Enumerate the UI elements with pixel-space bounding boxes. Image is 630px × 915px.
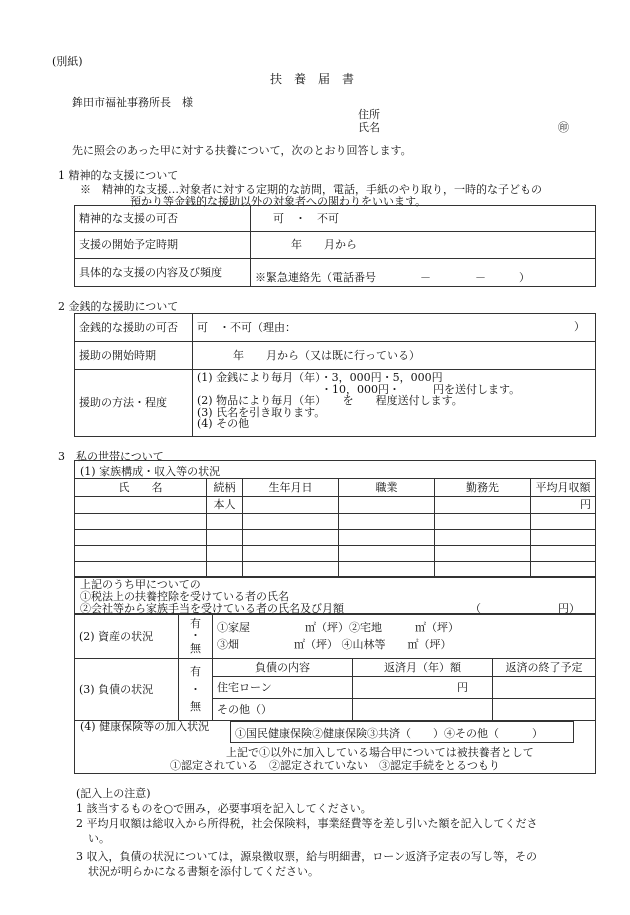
col-header: 負債の内容: [213, 659, 353, 677]
col-header: 氏 名: [75, 479, 207, 497]
col-header: 勤務先: [435, 479, 531, 497]
note-item: 2 平均月収額は総収入から所得税，社会保険料，事業経費等を差し引いた額を記入してくださ: [76, 816, 538, 830]
section2-heading: 2 金銭的な援助について: [58, 300, 179, 313]
table-row: [75, 545, 596, 561]
table-row: [75, 342, 596, 370]
notes-title: (記入上の注意): [76, 787, 151, 800]
debt-row-label: その他（）: [213, 699, 353, 721]
about-a-line1: ①税法上の扶養控除を受けている者の氏名: [80, 590, 289, 603]
row-label: 精神的な支援の可否: [75, 206, 251, 232]
seal-mark: ㊞: [558, 121, 569, 134]
col-header: 続柄: [207, 479, 243, 497]
about-a-amount: （ 円）: [470, 602, 580, 615]
assets-table: [74, 614, 596, 659]
addressee: 鉾田市福祉事務所長 様: [72, 96, 193, 109]
method-line: ・10，000円・ 円を送付します。: [321, 382, 521, 396]
assets-yesno: 有 ・ 無: [179, 615, 213, 659]
section3-heading: 3 私の世帯について: [58, 450, 164, 463]
insurance-options: ①国民健康保険②健康保険③共済（ ）④その他（ ）: [235, 727, 543, 740]
table-row: [75, 370, 596, 437]
section2-table: [74, 313, 596, 437]
address-label: 住所: [358, 108, 380, 121]
table-row: [75, 615, 596, 659]
insurance-note2: ①認定されている ②認定されていない ③認定手続をとるつもり: [170, 759, 500, 772]
table-header-row: [75, 659, 596, 677]
assets-detail: [213, 615, 596, 659]
row-label: 支援の開始予定時期: [75, 232, 251, 259]
col-header: 平均月収額: [531, 479, 596, 497]
page-title: 扶 養 届 書: [270, 72, 355, 86]
table-row: [75, 232, 596, 259]
note-item: 3 収入，負債の状況については，源泉徴収票，給与明細書，ローン返済予定表の写し等，その: [76, 850, 538, 864]
assets-label: (2) 資産の状況: [75, 615, 179, 659]
section1-note-1: ※ 精神的な支援…対象者に対する定期的な訪問，電話，手紙のやり取り，一時的な子どもの: [80, 183, 542, 196]
debts-table: [74, 658, 596, 721]
assets-line1: ①家屋 ㎡（坪）②宅地 ㎡（坪）: [217, 621, 459, 634]
yen-unit: 円: [531, 497, 596, 514]
method-line: (4) その他: [197, 417, 250, 431]
col-header: 返済の終了予定: [493, 659, 596, 677]
row-label: 援助の方法・程度: [75, 370, 193, 437]
notes-block: [76, 787, 596, 880]
assets-line2: ③畑 ㎡（坪） ④山林等 ㎡（坪）: [217, 637, 452, 651]
table-row: [75, 206, 596, 232]
note-item: 状況が明らかになる書類を添付してください。: [88, 865, 319, 879]
section1-heading: 1 精神的な支援について: [58, 169, 179, 182]
refusal-reason-text: 可 ・不可（理由：: [197, 320, 296, 334]
debts-yesno: 有 ・ 無: [179, 659, 213, 721]
intro-text: 先に照会のあった甲に対する扶養について，次のとおり回答します。: [72, 144, 412, 157]
row-label: 援助の開始時期: [75, 342, 193, 370]
name-label: 氏名: [358, 121, 380, 134]
col-header: 生年月日: [243, 479, 339, 497]
table-row: [75, 259, 596, 287]
row-label: 具体的な支援の内容及び頻度: [75, 259, 251, 287]
table-row: [75, 529, 596, 545]
method-line: (3) 氏名を引き取ります。: [197, 405, 326, 419]
row-value: 可 ・ 不可: [251, 206, 596, 232]
row-value: [193, 314, 596, 342]
section1-table: [74, 205, 596, 287]
section1-note-2: 預かり等金銭的な援助以外の対象者への関わりをいいます。: [130, 195, 427, 208]
method-line: (1) 金銭により毎月（年）・3，000円・5，000円: [197, 371, 443, 384]
method-cell: [193, 370, 596, 437]
family-title: (1) 家族構成・収入等の状況: [80, 465, 221, 478]
family-table: [74, 478, 596, 578]
annex-label: (別紙): [52, 55, 83, 68]
debt-row-label: 住宅ローン: [213, 677, 353, 699]
row-label: 金銭的な援助の可否: [75, 314, 193, 342]
debts-label: (3) 負債の状況: [75, 659, 179, 721]
insurance-label: (4) 健康保険等の加入状況: [80, 720, 210, 733]
col-header: 返済月（年）額: [353, 659, 493, 677]
closing-paren: ）: [574, 320, 585, 333]
note-item: い。: [88, 831, 110, 845]
about-a-heading: 上記のうち甲についての: [80, 578, 201, 591]
method-line: (2) 物品により毎月（年） を 程度送付します。: [197, 394, 463, 408]
row-value: ※緊急連絡先（電話番号 － － ）: [251, 259, 596, 287]
row-value: 年 月から: [251, 232, 596, 259]
yen-unit: 円: [353, 677, 493, 699]
table-row: [75, 314, 596, 342]
row-value: 年 月から（又は既に行っている）: [193, 342, 596, 370]
about-a-line2: ②会社等から家族手当を受けている者の氏名及び月額: [80, 602, 344, 615]
table-row: [75, 561, 596, 577]
col-header: 職業: [339, 479, 435, 497]
insurance-note1: 上記で①以外に加入している場合甲については被扶養者として: [226, 746, 534, 759]
table-header-row: [75, 479, 596, 497]
note-item: 1 該当するものを○で囲み，必要事項を記入してください。: [76, 801, 372, 815]
relation-self: 本人: [207, 497, 243, 514]
table-row: [75, 513, 596, 529]
table-row: [75, 497, 596, 514]
